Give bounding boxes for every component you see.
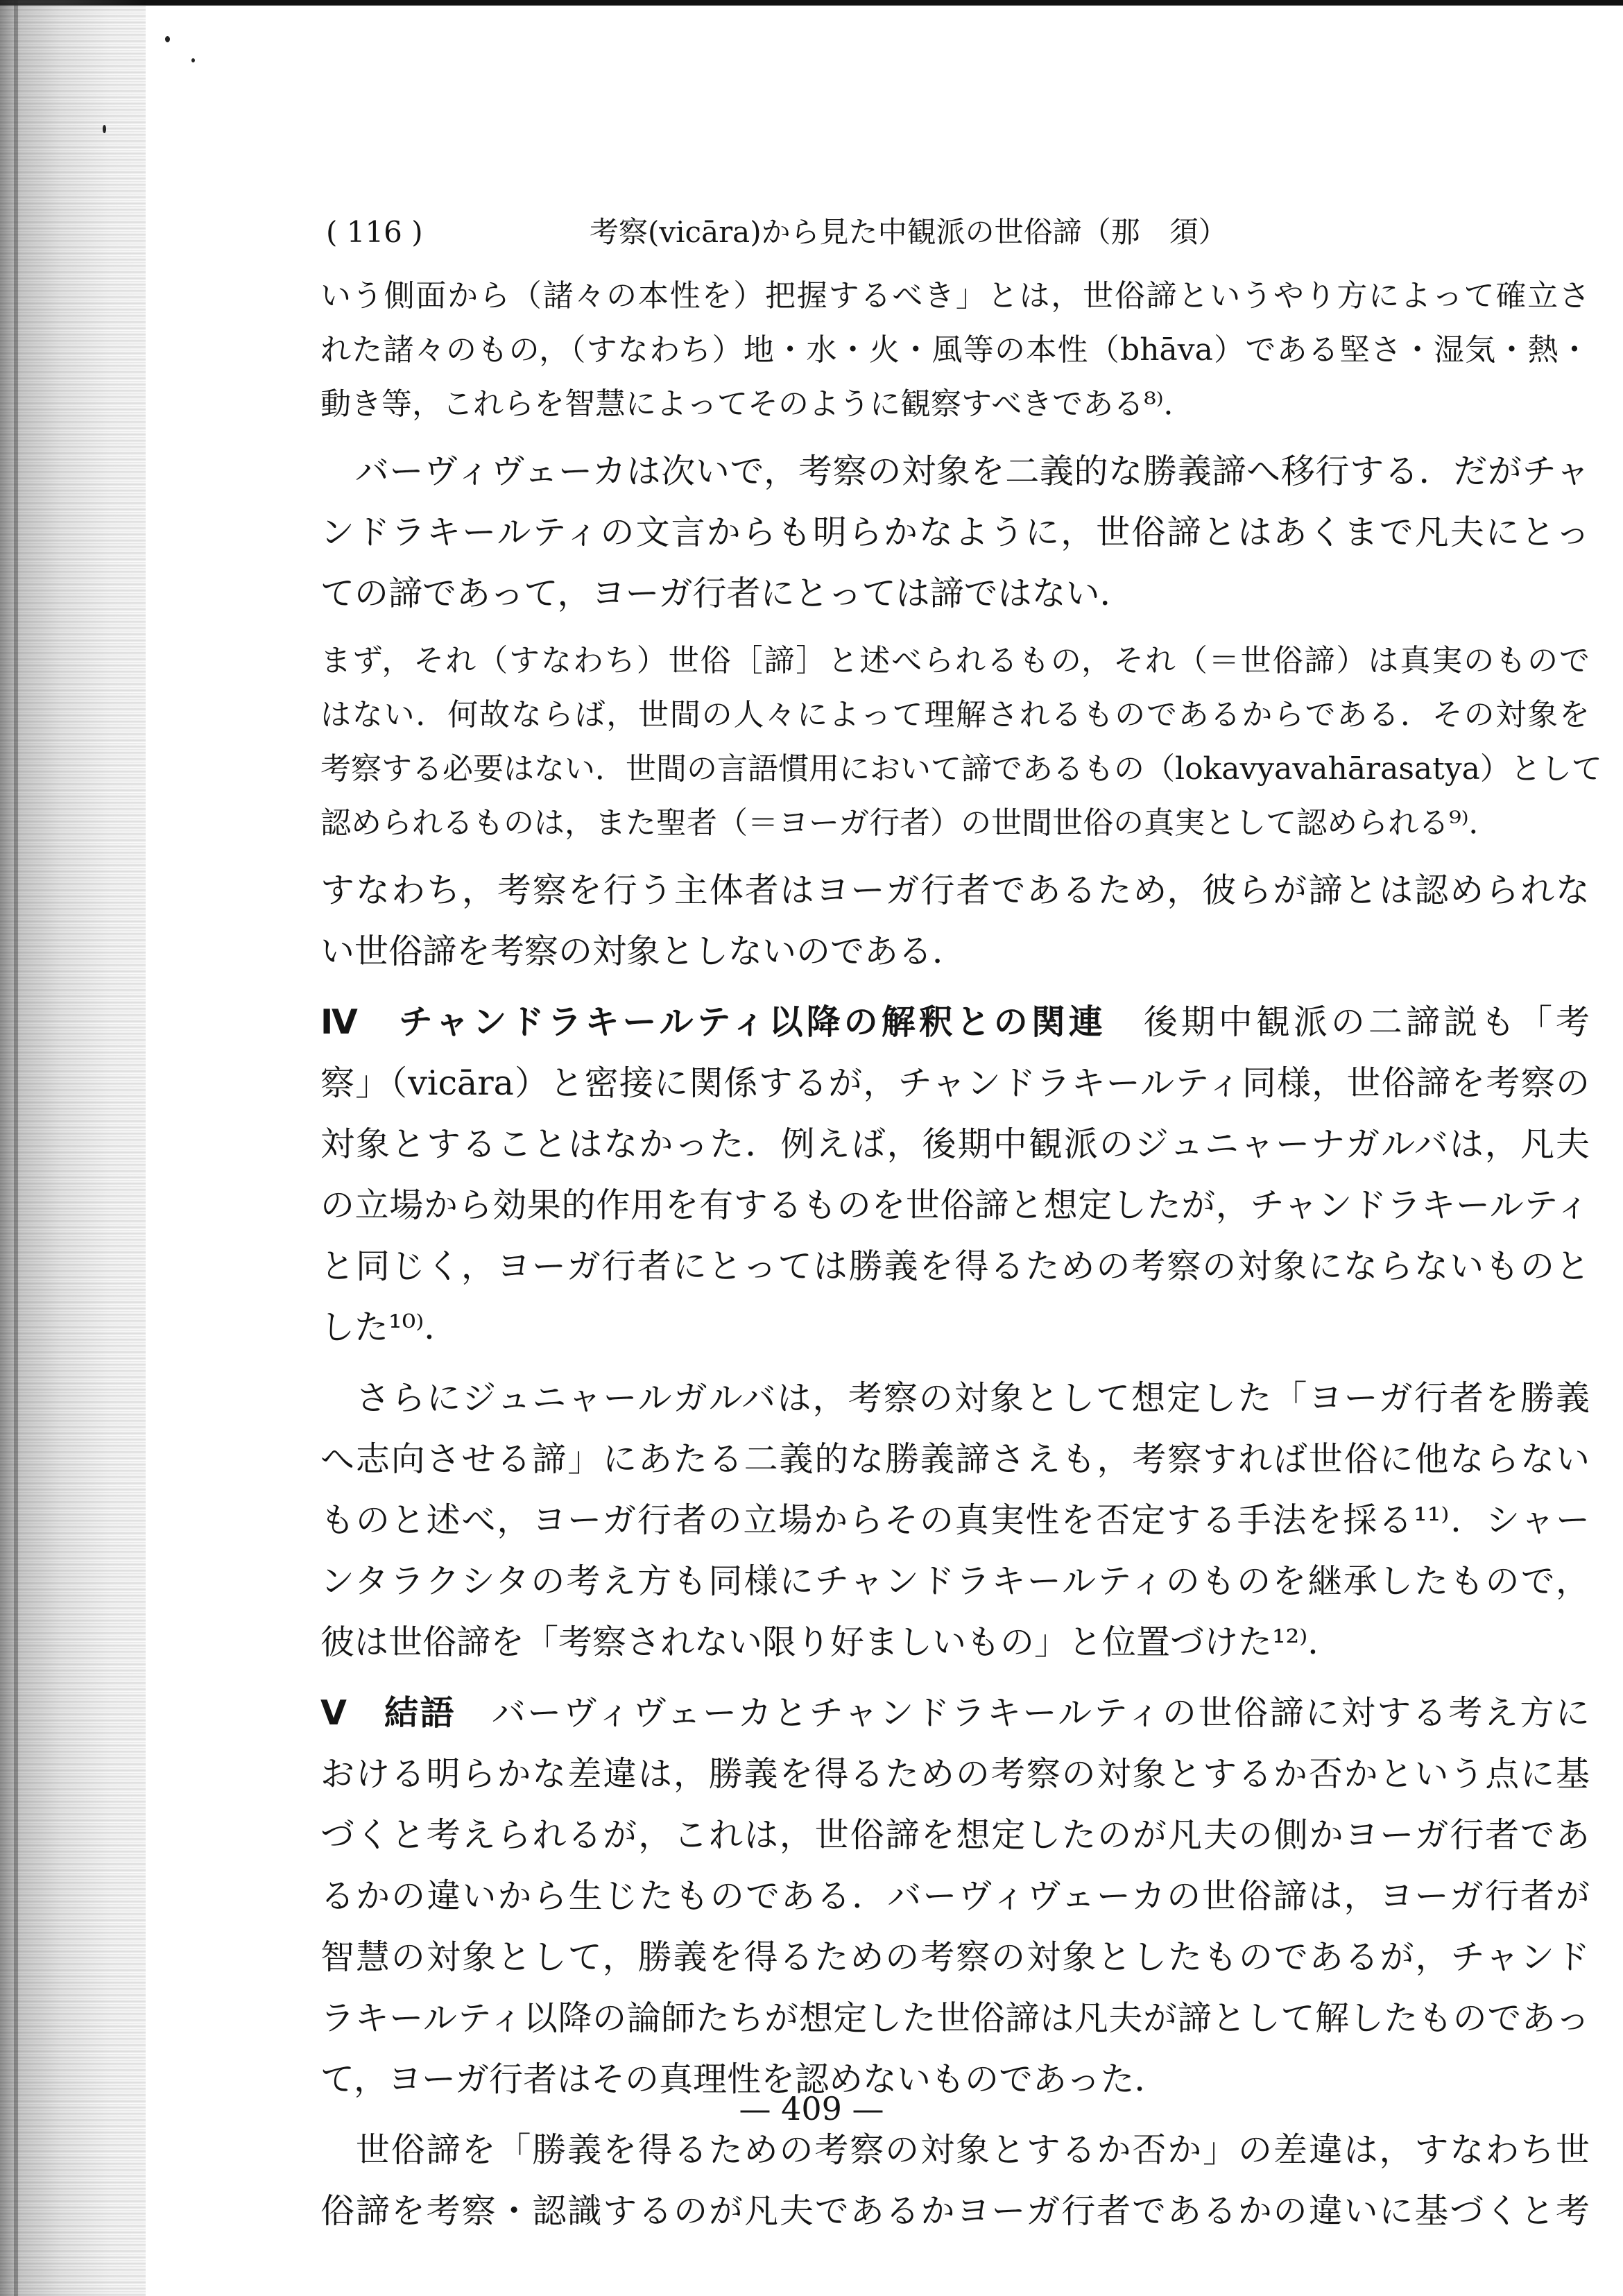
text-line: 智慧の対象として，勝義を得るための考察の対象としたものであるが，チャンド xyxy=(320,1937,1590,1977)
quote-line: 考察する必要はない．世間の言語慣用において諦であるもの（lokavyavahārasatya）として xyxy=(320,751,1602,787)
text-line: 対象とすることはなかった．例えば，後期中観派のジュニャーナガルバは，凡夫 xyxy=(320,1124,1590,1164)
section-heading: Ⅳ チャンドラキールティ以降の解釈との関連 xyxy=(320,1002,1106,1042)
paragraph-gap xyxy=(320,431,1590,441)
quote-line: れた諸々のもの，（すなわち）地・水・火・風等の本性（bhāva）である堅さ・湿気・熱・ xyxy=(320,332,1590,368)
scan-speck xyxy=(165,36,170,42)
quote-line: 動き等，これらを智慧によってそのように観察すべきである⁸⁾． xyxy=(320,386,1194,422)
section-heading: Ⅴ 結語 xyxy=(320,1693,456,1733)
paragraph-gap xyxy=(320,1358,1590,1368)
scan-left-line xyxy=(14,0,18,2296)
text-line: づくと考えられるが，これは，世俗諦を想定したのが凡夫の側かヨーガ行者であ xyxy=(320,1815,1590,1855)
header-running-title: 考察(vicāra)から見た中観派の世俗諦（那 須） xyxy=(590,215,1228,249)
text-line: ての諦であって，ヨーガ行者にとっては諦ではない． xyxy=(320,574,1134,613)
text-line: 世俗諦を「勝義を得るための考察の対象とするか否か」の差違は，すなわち世 xyxy=(320,2130,1590,2170)
running-header xyxy=(326,208,1297,257)
text-line-content: バーヴィヴェーカとチャンドラキールティの世俗諦に対する考え方に xyxy=(456,1693,1590,1733)
text-line: 俗諦を考察・認識するのが凡夫であるかヨーガ行者であるかの違いに基づくと考 xyxy=(320,2191,1590,2231)
text-line: ものと述べ，ヨーガ行者の立場からその真実性を否定する手法を採る¹¹⁾．シャー xyxy=(320,1500,1590,1540)
quote-line: 認められるものは，また聖者（＝ヨーガ行者）の世間世俗の真実として認められる⁹⁾． xyxy=(320,805,1500,841)
quote-line: はない．何故ならば，世間の人々によって理解されるものであるからである．その対象を xyxy=(320,697,1590,733)
scan-left-shadow xyxy=(0,0,146,2296)
text-line: ンタラクシタの考え方も同様にチャンドラキールティのものを継承したもので， xyxy=(320,1561,1590,1601)
quote-line: いう側面から（諸々の本性を）把握するべき」とは，世俗諦というやり方によって確立さ xyxy=(320,278,1590,314)
paragraph-gap xyxy=(320,850,1590,860)
scan-top-border xyxy=(0,0,1623,6)
text-line: の立場から効果的作用を有するものを世俗諦と想定したが，チャンドラキールティ xyxy=(320,1185,1590,1225)
text-line: おける明らかな差違は，勝義を得るための考察の対象とするか否かという点に基 xyxy=(320,1754,1590,1794)
text-line: バーヴィヴェーカは次いで，考察の対象を二義的な勝義諦へ移行する．だがチャ xyxy=(320,452,1590,491)
text-line: ンドラキールティの文言からも明らかなように，世俗諦とはあくまで凡夫にとっ xyxy=(320,513,1590,552)
paragraph-gap xyxy=(320,624,1590,634)
footer-page-number: — 409 — xyxy=(739,2090,884,2127)
text-line: へ志向させる諦」にあたる二義的な勝義諦さえも，考察すれば世俗に他ならない xyxy=(320,1439,1590,1479)
paragraph-gap xyxy=(320,982,1590,992)
text-line: した¹⁰⁾． xyxy=(320,1308,458,1347)
text-line: ラキールティ以降の論師たちが想定した世俗諦は凡夫が諦として解したものであっ xyxy=(320,1998,1590,2038)
text-line: い世俗諦を考察の対象としないのである． xyxy=(320,932,967,971)
text-line: て，ヨーガ行者はその真理性を認めないものであった． xyxy=(320,2059,1169,2099)
scan-speck xyxy=(191,58,195,62)
body-text xyxy=(320,269,1602,2242)
text-line-content: 後期中観派の二諦説も「考 xyxy=(1106,1002,1590,1042)
text-line xyxy=(320,992,1590,1053)
text-line: すなわち，考察を行う主体者はヨーガ行者であるため，彼らが諦とは認められな xyxy=(320,871,1590,910)
text-line xyxy=(320,1683,1590,1744)
quote-line: まず，それ（すなわち）世俗［諦］と述べられるもの，それ（＝世俗諦）は真実のもので xyxy=(320,643,1590,678)
paragraph-gap xyxy=(320,1673,1590,1683)
text-line: さらにジュニャールガルバは，考察の対象として想定した「ヨーガ行者を勝義 xyxy=(320,1378,1590,1418)
text-line: 察」（vicāra）と密接に関係するが，チャンドラキールティ同様，世俗諦を考察の xyxy=(320,1063,1590,1103)
text-line: るかの違いから生じたものである．バーヴィヴェーカの世俗諦は，ヨーガ行者が xyxy=(320,1876,1590,1916)
text-line: と同じく，ヨーガ行者にとっては勝義を得るための考察の対象にならないものと xyxy=(320,1246,1590,1286)
header-page-number: ( 116 ) xyxy=(326,215,423,249)
text-line: 彼は世俗諦を「考察されない限り好ましいもの」と位置づけた¹²⁾． xyxy=(320,1622,1342,1662)
scan-speck xyxy=(103,125,106,133)
